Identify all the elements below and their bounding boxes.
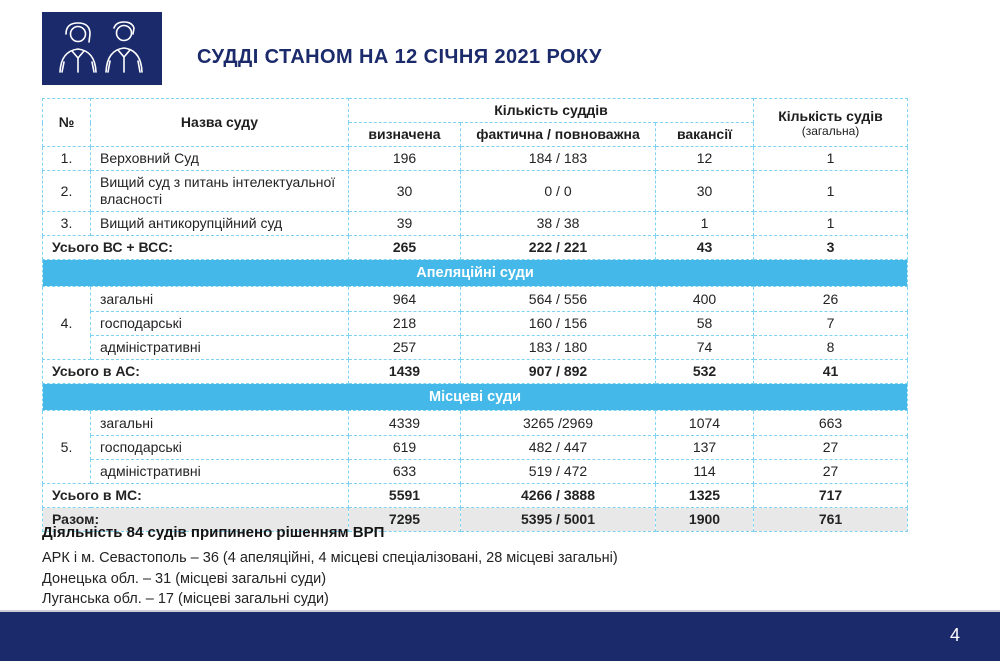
row-number: 2. [43,171,91,212]
vacancies-value: 1 [656,212,754,236]
table-row [43,171,908,212]
total-label: Разом: [43,508,349,532]
determined-value: 30 [349,171,461,212]
footnote-line: Луганська обл. – 17 (місцеві загальні суди) [42,591,329,607]
section-title: Апеляційні суди [43,260,908,287]
actual-value: 160 / 156 [461,312,656,336]
section-header-local [43,384,908,411]
courts-value: 41 [754,360,908,384]
col-header-courts-count [754,99,908,147]
col-header-vacancies: вакансії [656,123,754,147]
footnote-title: Діяльність 84 судів припинено рішенням ВРП [42,524,385,541]
determined-value: 196 [349,147,461,171]
row-number: 1. [43,147,91,171]
determined-value: 964 [349,287,461,312]
actual-value: 564 / 556 [461,287,656,312]
courts-value: 8 [754,336,908,360]
actual-value: 907 / 892 [461,360,656,384]
col-header-judges-count: Кількість суддів [349,99,754,123]
col-header-actual: фактична / повноважна [461,123,656,147]
vacancies-value: 137 [656,436,754,460]
courts-value: 1 [754,171,908,212]
section-title: Місцеві суди [43,384,908,411]
courts-value: 1 [754,147,908,171]
court-name: господарські [91,312,349,336]
determined-value: 265 [349,236,461,260]
vacancies-value: 43 [656,236,754,260]
courts-value: 717 [754,484,908,508]
vacancies-value: 1325 [656,484,754,508]
logo-block [42,12,162,85]
footnote-line: АРК і м. Севастополь – 36 (4 апеляційні, 4 місцеві спеціалізовані, 28 місцеві загальні) [42,550,618,566]
table-row [43,147,908,171]
total-label: Усього в МС: [43,484,349,508]
section-header-appellate [43,260,908,287]
determined-value: 39 [349,212,461,236]
determined-value: 257 [349,336,461,360]
courts-count-note: (загальна) [801,123,860,138]
vacancies-value: 74 [656,336,754,360]
page-number: 4 [949,625,960,645]
judges-table-container [42,98,907,532]
courts-value: 27 [754,460,908,484]
table-row [43,336,908,360]
actual-value: 4266 / 3888 [461,484,656,508]
determined-value: 619 [349,436,461,460]
row-number: 3. [43,212,91,236]
vacancies-value: 58 [656,312,754,336]
determined-value: 1439 [349,360,461,384]
total-row-vs-vss [43,236,908,260]
actual-value: 184 / 183 [461,147,656,171]
judges-table [42,98,908,532]
courts-value: 3 [754,236,908,260]
court-name: господарські [91,436,349,460]
actual-value: 222 / 221 [461,236,656,260]
vacancies-value: 12 [656,147,754,171]
table-row [43,287,908,312]
col-header-number: № [43,99,91,147]
courts-count-label: Кількість судів [778,107,883,124]
footnote-block [42,524,902,610]
courts-value: 761 [754,508,908,532]
total-row-ms [43,484,908,508]
determined-value: 633 [349,460,461,484]
vacancies-value: 1900 [656,508,754,532]
actual-value: 482 / 447 [461,436,656,460]
vacancies-value: 114 [656,460,754,484]
court-name: Вищий антикорупційний суд [91,212,349,236]
table-header-row-1 [43,99,908,123]
table-row [43,212,908,236]
actual-value: 519 / 472 [461,460,656,484]
footnote-line: Донецька обл. – 31 (місцеві загальні суди) [42,570,327,587]
actual-value: 0 / 0 [461,171,656,212]
courts-value: 7 [754,312,908,336]
determined-value: 5591 [349,484,461,508]
vacancies-value: 30 [656,171,754,212]
courts-value: 27 [754,436,908,460]
determined-value: 4339 [349,411,461,436]
table-row [43,411,908,436]
col-header-determined: визначена [349,123,461,147]
table-row [43,460,908,484]
determined-value: 7295 [349,508,461,532]
total-label: Усього в АС: [43,360,349,384]
actual-value: 3265 /2969 [461,411,656,436]
actual-value: 183 / 180 [461,336,656,360]
two-judges-icon [52,18,152,79]
total-label: Усього ВС + ВСС: [43,236,349,260]
courts-value: 663 [754,411,908,436]
row-number: 5. [43,411,91,484]
row-number: 4. [43,287,91,360]
court-name: загальні [91,411,349,436]
vacancies-value: 1074 [656,411,754,436]
court-name: Вищий суд з питань інтелектуальної власності [91,171,349,212]
total-row-as [43,360,908,384]
court-name: Верховний Суд [91,147,349,171]
col-header-court-name: Назва суду [91,99,349,147]
court-name: загальні [91,287,349,312]
vacancies-value: 532 [656,360,754,384]
actual-value: 38 / 38 [461,212,656,236]
page-title: СУДДІ СТАНОМ НА 12 СІЧНЯ 2021 РОКУ [197,46,602,68]
table-row [43,436,908,460]
court-name: адміністративні [91,460,349,484]
determined-value: 218 [349,312,461,336]
courts-value: 1 [754,212,908,236]
courts-value: 26 [754,287,908,312]
court-name: адміністративні [91,336,349,360]
actual-value: 5395 / 5001 [461,508,656,532]
table-row [43,312,908,336]
vacancies-value: 400 [656,287,754,312]
footer-bar [0,610,1000,661]
